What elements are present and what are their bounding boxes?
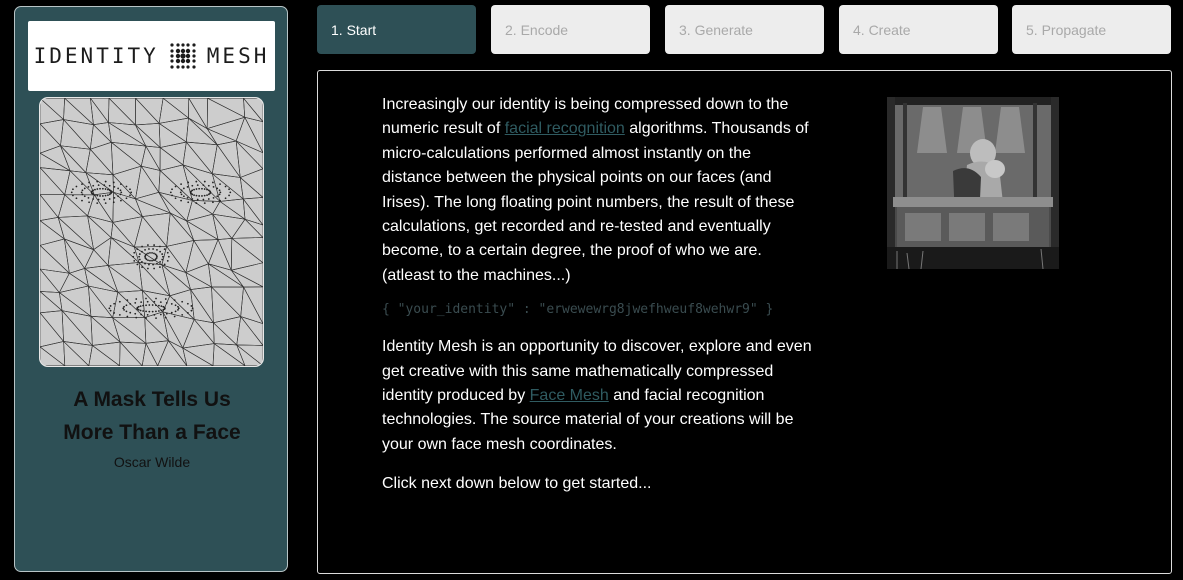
facial-recognition-link[interactable]: facial recognition bbox=[504, 120, 625, 138]
sketch-illustration bbox=[883, 93, 1063, 273]
p2-text-b: and facial recognition technologies. The source material of your creations will be your own face mesh coordinates. bbox=[382, 387, 794, 453]
tab-generate[interactable]: 3. Generate bbox=[665, 5, 824, 54]
intro-paragraph-1 bbox=[382, 93, 812, 288]
p2-text-a: Identity Mesh is an opportunity to discover, explore and even get creative with this same mathematically compressed identity produced by bbox=[382, 338, 812, 405]
tab-encode[interactable]: 2. Encode bbox=[491, 5, 650, 54]
intro-content bbox=[382, 93, 812, 497]
main-panel bbox=[317, 70, 1172, 574]
window-illustration bbox=[883, 93, 1063, 273]
face-mesh-link[interactable]: Face Mesh bbox=[529, 387, 609, 405]
logo-word-mesh: MESH bbox=[206, 44, 270, 68]
logo-word-identity: IDENTITY bbox=[33, 44, 159, 68]
identity-mesh-logo[interactable] bbox=[28, 21, 275, 91]
quote-line-2: More Than a Face bbox=[63, 421, 241, 444]
sidebar bbox=[14, 6, 288, 572]
tab-start[interactable]: 1. Start bbox=[317, 5, 476, 54]
quote-author: Oscar Wilde bbox=[113, 454, 191, 470]
mesh-grid-icon bbox=[169, 42, 197, 70]
intro-paragraph-3: Click next down below to get started... bbox=[382, 475, 652, 493]
p1-text-b: algorithms. Thousands of micro-calculations performed almost instantly on the distance between the physical points on our faces (and Irises). The long floating point numbers, the result of these calculations, get recorded and re-tested and eventually become, to a certain degree, the proof of who we are. (atleast to the machines...) bbox=[382, 120, 809, 284]
quote-line-1: A Mask Tells Us bbox=[73, 388, 231, 411]
tab-create[interactable]: 4. Create bbox=[839, 5, 998, 54]
face-mesh-image bbox=[39, 97, 264, 367]
identity-code-snippet: { "your_identity" : "erwewewrg8jwefhweuf8wehwr9" } bbox=[382, 302, 774, 318]
sidebar-quote bbox=[15, 383, 289, 449]
p1-text-a: Increasingly our identity is being compressed down to the numeric result of bbox=[382, 96, 789, 138]
intro-paragraph-2 bbox=[382, 335, 812, 457]
face-mesh-graphic bbox=[40, 98, 263, 366]
tab-propagate[interactable]: 5. Propagate bbox=[1012, 5, 1171, 54]
